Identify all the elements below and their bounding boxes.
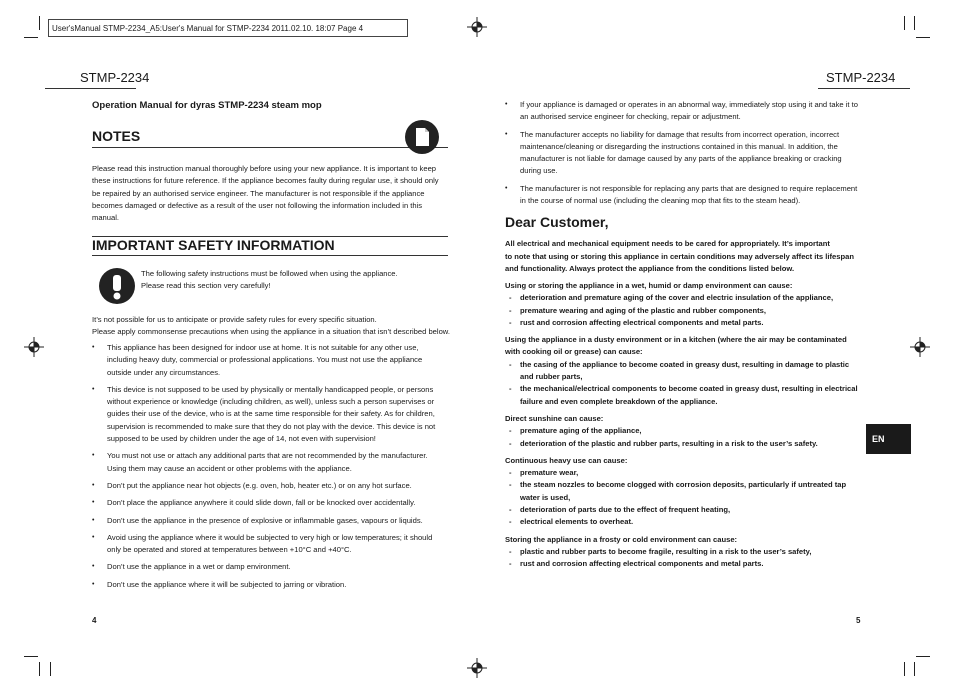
document-icon	[405, 120, 439, 154]
general-note-2: Please apply commonsense precautions when using the appliance in a situation that isn’t described below.	[92, 327, 450, 336]
intro-line: and functionality. Always protect the appliance from the conditions listed below.	[505, 264, 795, 273]
condition-item: - rust and corrosion affecting electrical components and metal parts.	[505, 558, 860, 570]
condition-item: - deterioration of parts due to the effect of frequent heating,	[505, 504, 860, 516]
condition-group	[505, 280, 860, 329]
notes-rule	[92, 147, 448, 148]
intro-line: to note that using or storing this appliance in certain conditions may adversely affect its lifespan	[505, 252, 854, 261]
manual-subtitle: Operation Manual for dyras STMP-2234 steam mop	[92, 100, 322, 111]
list-item: • Don’t use the appliance in a wet or damp environment.	[92, 561, 447, 573]
list-item: • Avoid using the appliance where it would be subjected to very high or low temperatures; it should only be operated and stored at temperatures between +10°C and +40°C.	[92, 532, 447, 557]
right-safety-list	[505, 99, 859, 212]
language-tab-label: EN	[872, 434, 885, 444]
registration-mark-icon	[467, 17, 487, 37]
exclamation-icon	[99, 268, 135, 304]
language-tab[interactable]	[866, 424, 911, 454]
condition-heading: Direct sunshine can cause:	[505, 413, 604, 423]
registration-mark-icon	[910, 337, 930, 357]
list-item: • Don’t use the appliance in the presence of explosive or inflammable gases, vapours or liquids.	[92, 515, 447, 527]
list-item: • Don’t use the appliance where it will be subjected to jarring or vibration.	[92, 579, 447, 591]
registration-mark-icon	[24, 337, 44, 357]
list-item: • This appliance has been designed for indoor use at home. It is not suitable for any other use, including heavy duty, commercial or professional applications. You must not use the appliance outside under any circumstances.	[92, 342, 447, 379]
intro-line: All electrical and mechanical equipment needs to be cared for appropriately. It’s important	[505, 239, 830, 248]
notes-icon-badge	[405, 120, 439, 154]
condition-heading: Using the appliance in a dusty environment or in a kitchen (where the air may be contaminated with cooking oil or grease) can cause:	[505, 335, 847, 357]
right-model-header: STMP-2234	[826, 70, 896, 85]
list-item: • Don’t put the appliance near hot objects (e.g. oven, hob, heater etc.) or on any hot surface.	[92, 480, 447, 492]
condition-item: - premature aging of the appliance,	[505, 425, 860, 437]
list-item: • The manufacturer accepts no liability for damage that results from incorrect operation, incorrect maintenance/cleaning or disregarding the instructions contained in this manual. In addition, the manufacturer is not liable for damage caused by any parts of the appliance breaking or cracking during use.	[505, 129, 859, 178]
left-header-rule	[45, 88, 136, 89]
right-page-number: 5	[856, 616, 861, 625]
safety-intro-2: Please read this section very carefully!	[141, 281, 271, 290]
list-item: • If your appliance is damaged or operates in an abnormal way, immediately stop using it and take it to an authorised service engineer for checking, repair or adjustment.	[505, 99, 859, 124]
left-model-header: STMP-2234	[80, 70, 150, 85]
list-item: • You must not use or attach any additional parts that are not recommended by the manufacturer. Using them may cause an accident or other problems with the appliance.	[92, 450, 447, 475]
dear-customer-title: Dear Customer,	[505, 214, 609, 230]
conditions-block	[505, 280, 860, 571]
list-item: • This device is not supposed to be used by physically or mentally handicapped people, or persons without experience or knowledge (including children, as well), unless such a person supervises or guides their use of the device, who is at the same time responsible for their safety. As for children, supervision is recommended to make sure that they do not play with the device. This device is not supposed to be used by children under the age of 14, not even with supervision!	[92, 384, 447, 445]
safety-rule-bottom	[92, 255, 448, 256]
condition-heading: Continuous heavy use can cause:	[505, 455, 628, 465]
condition-group	[505, 534, 860, 571]
condition-item: - rust and corrosion affecting electrical components and metal parts.	[505, 317, 860, 329]
condition-group	[505, 334, 860, 408]
safety-title: IMPORTANT SAFETY INFORMATION	[92, 237, 335, 253]
condition-heading: Using or storing the appliance in a wet, humid or damp environment can cause:	[505, 281, 793, 290]
condition-item: - the steam nozzles to become clogged with corrosion deposits, particularly if untreated tap water is used,	[505, 479, 860, 504]
condition-item: - premature wear,	[505, 467, 860, 479]
print-slug: User'sManual STMP-2234_A5:User's Manual for STMP-2234 2011.02.10. 18:07 Page 4	[48, 19, 408, 37]
condition-heading: Storing the appliance in a frosty or cold environment can cause:	[505, 534, 738, 544]
condition-item: - deterioration of the plastic and rubber parts, resulting in a risk to the user’s safety.	[505, 438, 860, 450]
list-item: • The manufacturer is not responsible for replacing any parts that are designed to require replacement in the course of normal use (including the cleaning mop that fits to the steam head).	[505, 183, 859, 208]
condition-group	[505, 413, 860, 450]
condition-item: - the casing of the appliance to become coated in greasy dust, resulting in damage to plastic and rubber parts,	[505, 359, 860, 384]
registration-mark-icon	[467, 658, 487, 678]
notes-title: NOTES	[92, 128, 141, 144]
general-note-1: It’s not possible for us to anticipate or provide safety rules for every specific situation.	[92, 315, 377, 324]
safety-rule-top	[92, 236, 448, 237]
safety-intro-1: The following safety instructions must be followed when using the appliance.	[141, 269, 398, 278]
condition-item: - deterioration and premature aging of the cover and electric insulation of the appliance,	[505, 292, 860, 304]
left-page-number: 4	[92, 616, 97, 625]
condition-item: - premature wearing and aging of the plastic and rubber components,	[505, 305, 860, 317]
right-header-rule	[818, 88, 910, 89]
left-safety-list	[92, 342, 447, 596]
condition-group	[505, 455, 860, 529]
condition-item: - the mechanical/electrical components to become coated in greasy dust, resulting in electrical failure and even complete breakdown of the appliance.	[505, 383, 860, 408]
notes-text: Please read this instruction manual thoroughly before using your new appliance. It is important to keep these instructions for future reference. If the appliance becomes faulty during regular use, it should only be repaired by an authorised service engineer. The manufacturer is not responsible if the appliance becomes damaged or defective as a result of the user not following the information included in this manual.	[92, 164, 439, 223]
condition-item: - plastic and rubber parts to become fragile, resulting in a risk to the user’s safety,	[505, 546, 860, 558]
condition-item: - electrical elements to overheat.	[505, 516, 860, 528]
list-item: • Don’t place the appliance anywhere it could slide down, fall or be knocked over accidentally.	[92, 497, 447, 509]
warning-icon-badge	[99, 268, 135, 304]
